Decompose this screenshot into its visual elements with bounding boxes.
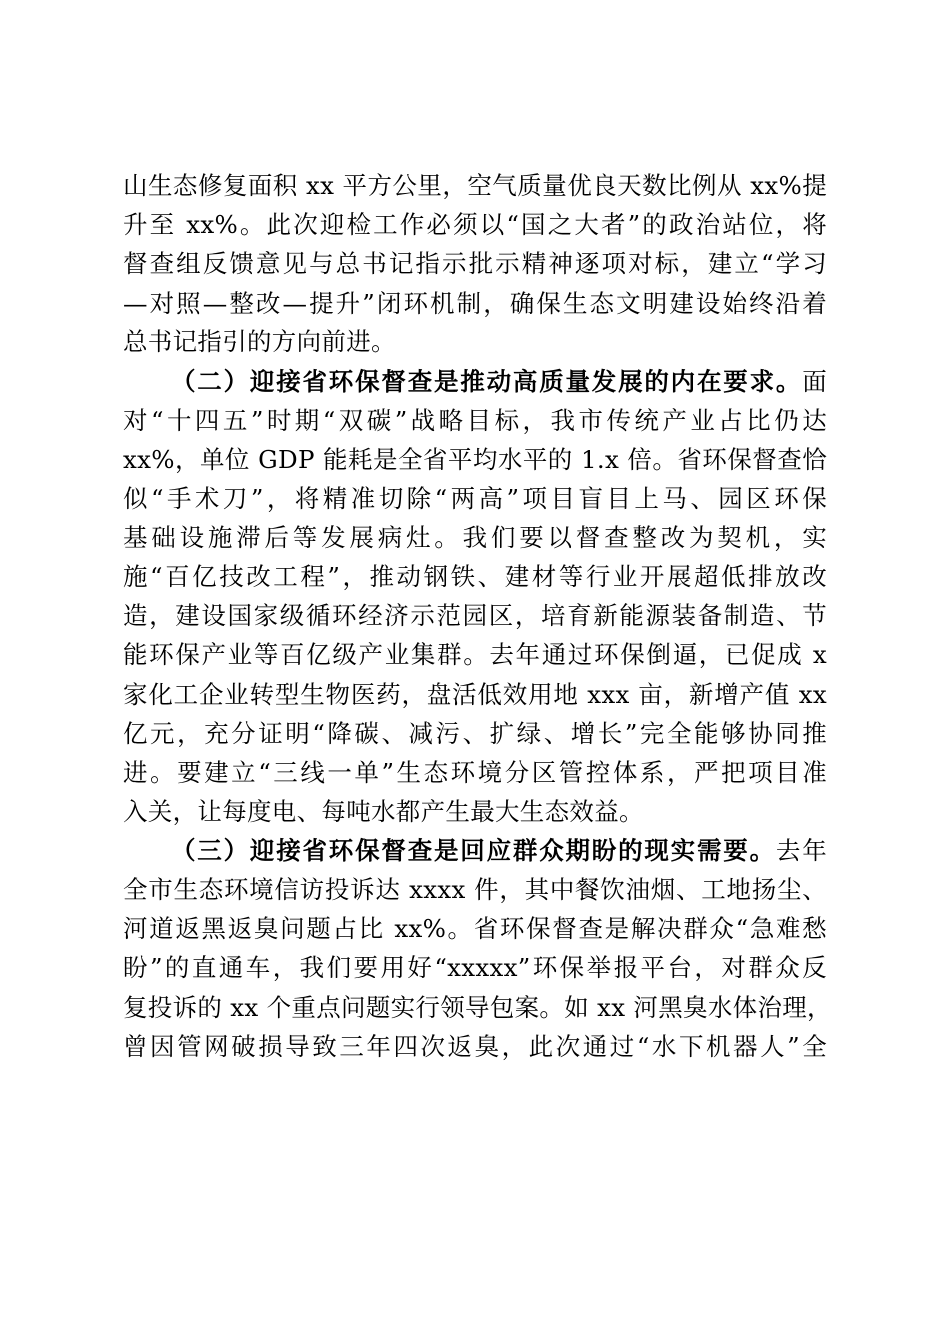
p3-line-5: 复投诉的 xx 个重点问题实行领导包案。如 xx 河黑臭水体治理，	[123, 993, 832, 1022]
p3-first-line	[171, 836, 827, 866]
p2-line-9: 家化工企业转型生物医药，盘活低效用地 xxx 亩，新增产值 xx	[123, 680, 827, 709]
p2-line-11: 进。要建立“三线一单”生态环境分区管控体系，严把项目准	[123, 758, 827, 787]
p2-line-5: 基础设施滞后等发展病灶。我们要以督查整改为契机，实	[123, 523, 827, 552]
p3-line-4: 盼”的直通车，我们要用好“xxxxx”环保举报平台，对群众反	[123, 953, 827, 982]
p2-line-8: 能环保产业等百亿级产业集群。去年通过环保倒逼，已促成 x	[123, 640, 827, 669]
p2-heading: （二）迎接省环保督查是推动高质量发展的内在要求。	[171, 367, 803, 396]
p2-first-line	[171, 367, 827, 397]
p1-line-4: —对照—整改—提升”闭环机制，确保生态文明建设始终沿着	[123, 289, 827, 318]
p2-line-2: 对“十四五”时期“双碳”战略目标，我市传统产业占比仍达	[123, 406, 827, 435]
p2-line-10: 亿元，充分证明“降碳、减污、扩绿、增长”完全能够协同推	[123, 719, 827, 748]
p2-line-3: xx%，单位 GDP 能耗是全省平均水平的 1.x 倍。省环保督查恰	[123, 445, 827, 474]
p2-line-6: 施“百亿技改工程”，推动钢铁、建材等行业开展超低排放改	[123, 562, 827, 591]
p3-heading: （三）迎接省环保督查是回应群众期盼的现实需要。	[171, 836, 776, 865]
p2-line-12: 入关，让每度电、每吨水都产生最大生态效益。	[123, 797, 644, 826]
p3-line-6: 曾因管网破损导致三年四次返臭，此次通过“水下机器人”全	[123, 1032, 827, 1061]
p1-line-2: 升至 xx%。此次迎检工作必须以“国之大者”的政治站位，将	[123, 210, 827, 239]
p2-line-4: 似“手术刀”，将精准切除“两高”项目盲目上马、园区环保	[123, 484, 827, 513]
p3-line-3: 河道返黑返臭问题占比 xx%。省环保督查是解决群众“急难愁	[123, 914, 827, 943]
p1-line-5: 总书记指引的方向前进。	[123, 327, 396, 356]
p3-first-line-rest: 去年	[775, 836, 827, 865]
p1-line-3: 督查组反馈意见与总书记指示批示精神逐项对标，建立“学习	[123, 249, 827, 278]
p2-line-7: 造，建设国家级循环经济示范园区，培育新能源装备制造、节	[123, 601, 827, 630]
p2-first-line-rest: 面	[802, 367, 827, 396]
p3-line-2: 全市生态环境信访投诉达 xxxx 件，其中餐饮油烟、工地扬尘、	[123, 875, 827, 904]
p1-line-1: 山生态修复面积 xx 平方公里，空气质量优良天数比例从 xx%提	[123, 171, 827, 200]
